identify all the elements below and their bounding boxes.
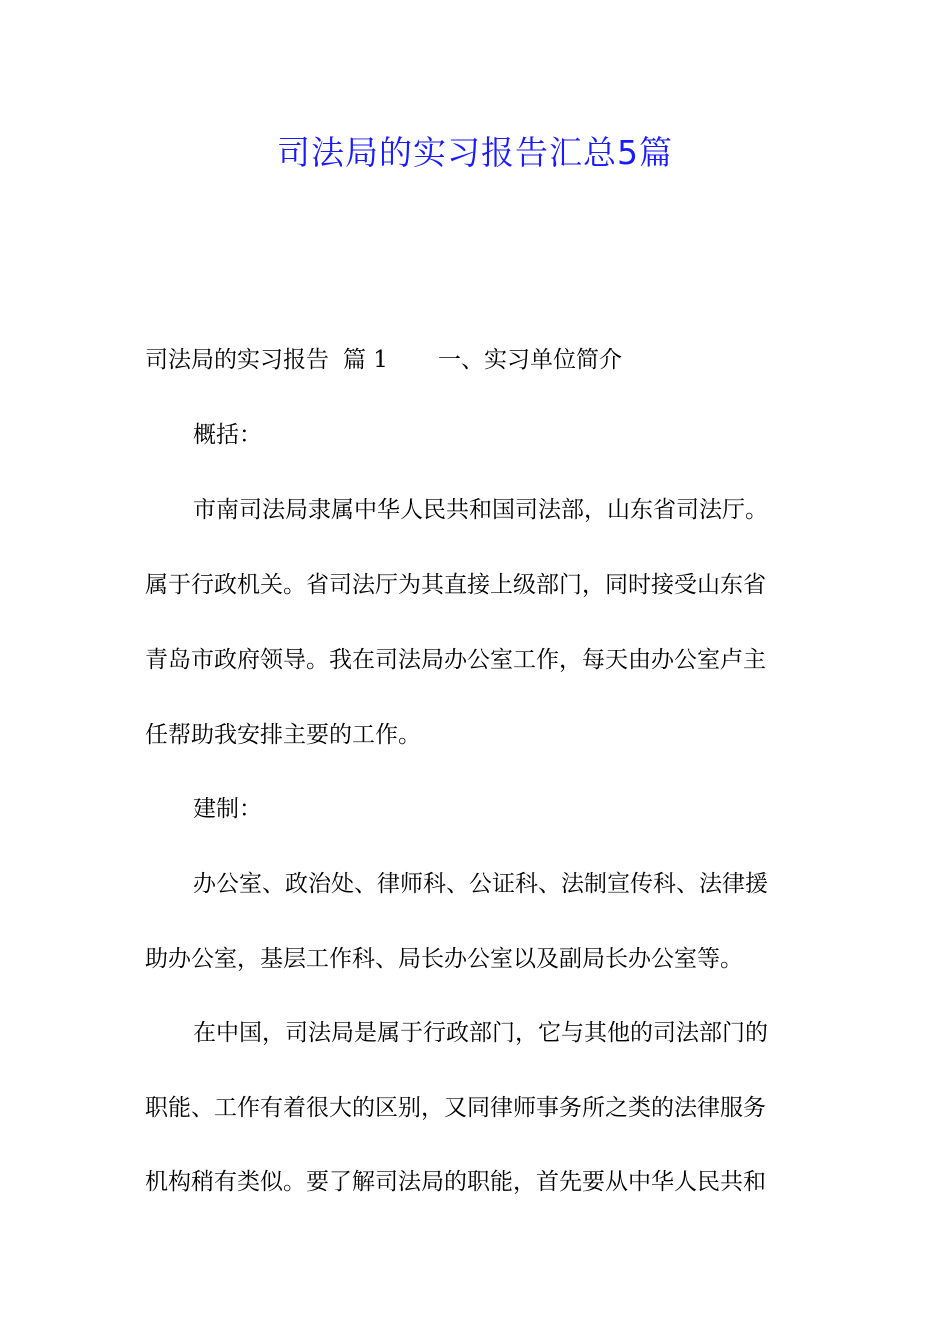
paragraph-label: 概括： <box>193 422 262 448</box>
section-heading <box>145 344 810 376</box>
heading-prefix: 司法局的实习报告 <box>145 347 329 373</box>
paragraph-label: 建制： <box>193 796 262 822</box>
heading-section: 一、实习单位简介 <box>437 347 622 373</box>
paragraph-line: 助办公室，基层工作科、局长办公室以及副局长办公室等。 <box>145 946 743 972</box>
paragraph-line: 在中国，司法局是属于行政部门，它与其他的司法部门的 <box>193 1020 768 1046</box>
heading-part: 篇 1 <box>343 347 388 373</box>
document-title: 司法局的实习报告汇总5篇 <box>277 133 673 172</box>
paragraph-line: 办公室、政治处、律师科、公证科、法制宣传科、法律援 <box>193 871 768 897</box>
paragraph-line: 任帮助我安排主要的工作。 <box>145 722 421 748</box>
paragraph-line: 市南司法局隶属中华人民共和国司法部，山东省司法厅。 <box>193 497 768 523</box>
paragraph-line: 属于行政机关。省司法厅为其直接上级部门，同时接受山东省 <box>145 572 766 598</box>
paragraph-line: 职能、工作有着很大的区别，又同律师事务所之类的法律服务 <box>145 1095 766 1121</box>
paragraph-line: 机构稍有类似。要了解司法局的职能，首先要从中华人民共和 <box>145 1169 766 1195</box>
paragraph-line: 青岛市政府领导。我在司法局办公室工作，每天由办公室卢主 <box>145 647 766 673</box>
